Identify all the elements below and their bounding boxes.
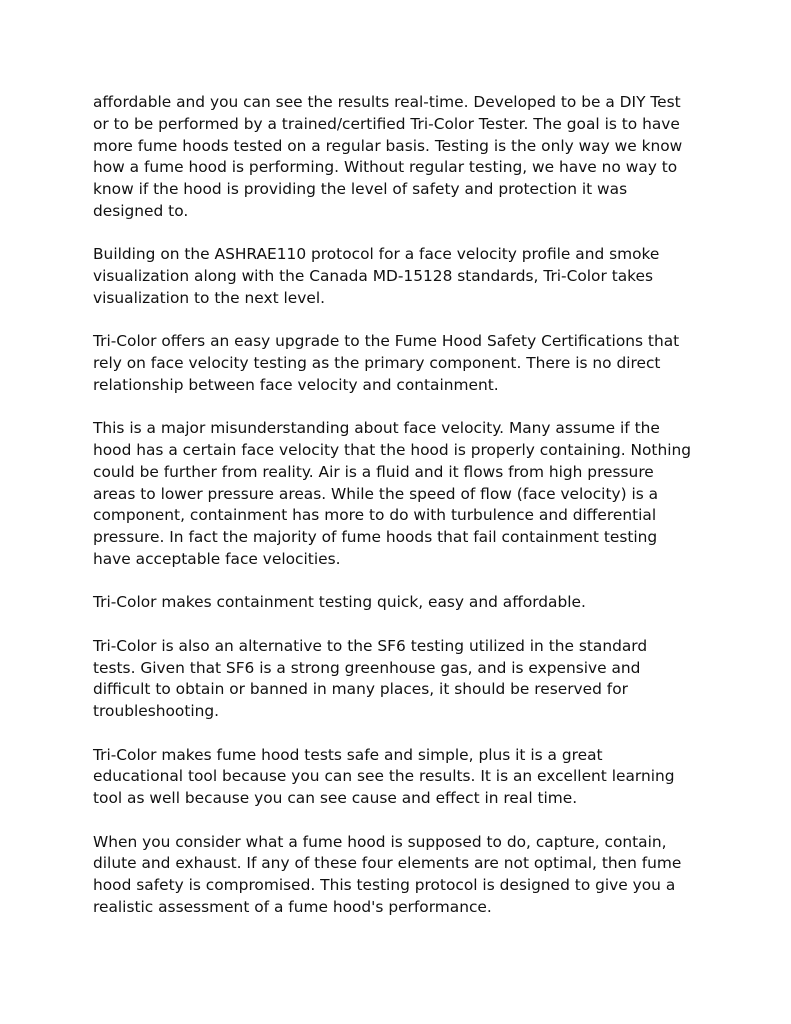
paragraph-educational-tool: Tri-Color makes fume hood tests safe and simple, plus it is a great educational tool because you can see the results. It is an excellent learning tool as well because you can see cause and effect in real time. xyxy=(93,745,675,807)
paragraph-face-velocity: This is a major misunderstanding about face velocity. Many assume if the hood has a certain face velocity that the hood is properly containing. Nothing could be further from reality. Air is a fluid and it flows from high pressure areas to lower pressure areas. While the speed of flow (face velocity) is a component, containment has more to do with turbulence and differential pressure. In fact the majority of fume hoods that fail containment testing have acceptable face velocities. xyxy=(93,419,692,568)
paragraph-fume-hood-purpose: When you consider what a fume hood is supposed to do, capture, contain, dilute and exhaust. If any of these four elements are not optimal, then fume hood safety is compromised. This testing protocol is designed to give you a realistic assessment of a fume hood's performance. xyxy=(93,832,682,916)
paragraph-diy-test: affordable and you can see the results real-time. Developed to be a DIY Test or to be performed by a trained/certified Tri-Color Tester. The goal is to have more fume hoods tested on a regular basis. Testing is the only way we know how a fume hood is performing. Without regular testing, we have no way to know if the hood is providing the level of safety and protection it was designed to. xyxy=(93,93,683,220)
document-body xyxy=(93,92,713,940)
paragraph-ashrae110: Building on the ASHRAE110 protocol for a face velocity profile and smoke visualization along with the Canada MD-15128 standards, Tri-Color takes visualization to the next level. xyxy=(93,245,660,307)
paragraph-certification-upgrade: Tri-Color offers an easy upgrade to the Fume Hood Safety Certifications that rely on face velocity testing as the primary component. There is no direct relationship between face velocity and containment. xyxy=(93,332,680,394)
paragraph-containment-testing: Tri-Color makes containment testing quick, easy and affordable. xyxy=(93,593,586,612)
paragraph-sf6-alternative: Tri-Color is also an alternative to the SF6 testing utilized in the standard tests. Given that SF6 is a strong greenhouse gas, and is expensive and difficult to obtain or banned in many places, it should be reserved for troubleshooting. xyxy=(93,636,648,720)
